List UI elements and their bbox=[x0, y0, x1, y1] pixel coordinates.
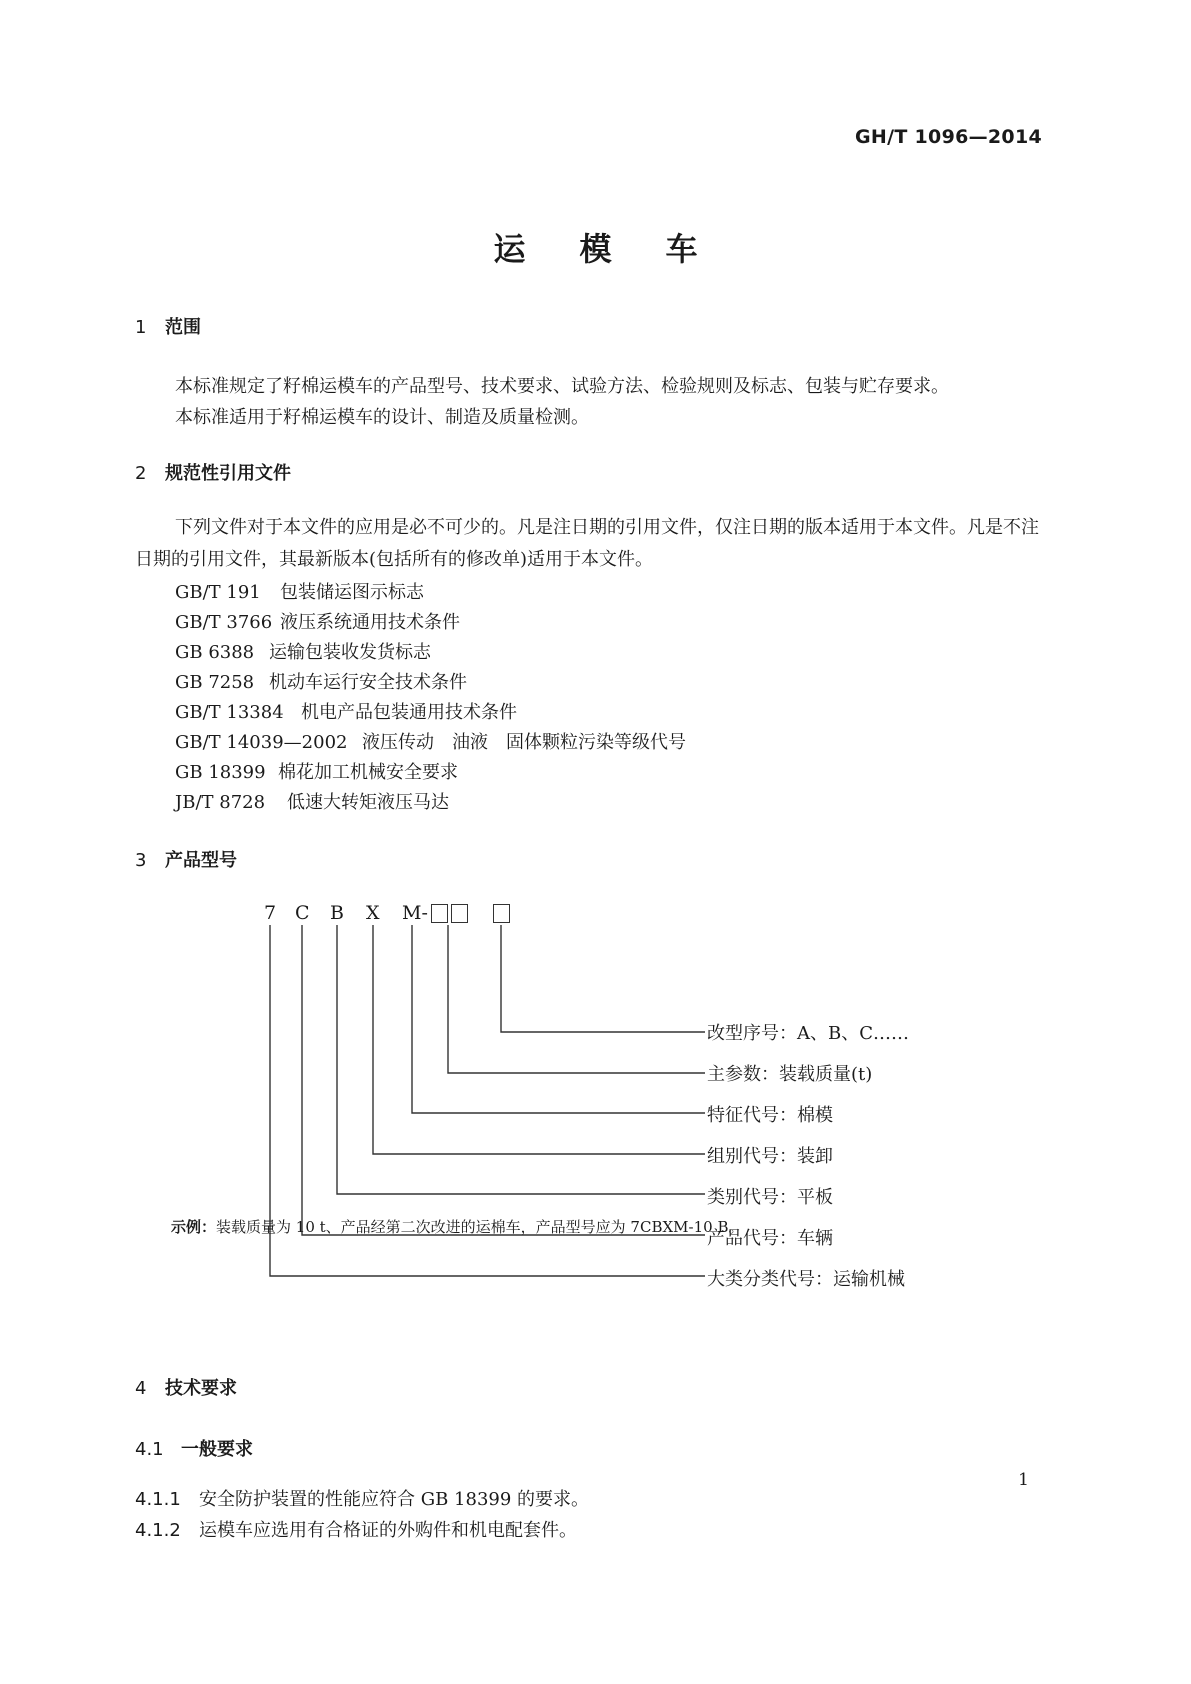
reference-code: GB 7258 bbox=[175, 672, 255, 693]
section-number: 2 bbox=[135, 463, 147, 484]
model-label: 改型序号：A、B、C…… bbox=[707, 1023, 909, 1044]
document-title: 运模车 bbox=[493, 230, 752, 268]
clause-number: 4.1.1 bbox=[135, 1489, 181, 1510]
reference-code: GB/T 14039—2002 bbox=[175, 732, 348, 753]
section-title: 范围 bbox=[165, 317, 201, 338]
example-text: 装载质量为 10 t、产品经第二次改进的运棉车，产品型号应为 7CBXM-10 B。 bbox=[216, 1218, 744, 1236]
model-label: 特征代号：棉模 bbox=[707, 1105, 833, 1126]
reference-title: 机动车运行安全技术条件 bbox=[269, 672, 467, 693]
section-title: 技术要求 bbox=[165, 1378, 237, 1399]
section-title: 产品型号 bbox=[165, 850, 237, 871]
example-note bbox=[171, 1216, 743, 1237]
clause-text: 安全防护装置的性能应符合 GB 18399 的要求。 bbox=[199, 1489, 590, 1510]
reference-title: 低速大转矩液压马达 bbox=[287, 792, 449, 813]
model-label: 产品代号：车辆 bbox=[707, 1228, 833, 1249]
model-code-c: C bbox=[295, 902, 310, 924]
reference-title: 液压系统通用技术条件 bbox=[280, 612, 460, 633]
reference-title: 运输包装收发货标志 bbox=[269, 642, 431, 663]
reference-code: GB/T 191 bbox=[175, 582, 261, 603]
section-number: 3 bbox=[135, 850, 147, 871]
clause bbox=[135, 1485, 589, 1511]
subsection-title: 一般要求 bbox=[181, 1439, 253, 1460]
section-number: 4 bbox=[135, 1378, 147, 1399]
model-code-7: 7 bbox=[264, 902, 277, 924]
example-label: 示例： bbox=[171, 1218, 217, 1236]
clause-text: 运模车应选用有合格证的外购件和机电配套件。 bbox=[199, 1520, 577, 1541]
clause bbox=[135, 1516, 577, 1542]
subsection-number: 4.1 bbox=[135, 1439, 164, 1460]
reference-code: GB 18399 bbox=[175, 762, 266, 783]
model-code-m: M- bbox=[402, 902, 428, 924]
section-4-heading bbox=[135, 1374, 237, 1400]
subsection-heading bbox=[135, 1435, 253, 1461]
reference-code: GB 6388 bbox=[175, 642, 255, 663]
reference-title: 包装储运图示标志 bbox=[280, 582, 424, 603]
paragraph: 本标准规定了籽棉运模车的产品型号、技术要求、试验方法、检验规则及标志、包装与贮存要求。 bbox=[175, 376, 949, 397]
page-number: 1 bbox=[1018, 1470, 1029, 1490]
section-title: 规范性引用文件 bbox=[165, 463, 291, 484]
standard-number: GH/T 1096—2014 bbox=[855, 126, 1042, 148]
reference-title: 棉花加工机械安全要求 bbox=[278, 762, 458, 783]
reference-code: GB/T 3766 bbox=[175, 612, 273, 633]
reference-title: 液压传动 油液 固体颗粒污染等级代号 bbox=[362, 732, 686, 753]
clause-number: 4.1.2 bbox=[135, 1520, 181, 1541]
paragraph: 下列文件对于本文件的应用是必不可少的。凡是注日期的引用文件，仅注日期的版本适用于本文件。凡是不注日期的引用文件，其最新版本(包括所有的修改单)适用于本文件。 bbox=[135, 517, 1039, 570]
model-label: 大类分类代号：运输机械 bbox=[707, 1269, 905, 1290]
model-code-b: B bbox=[330, 902, 344, 924]
model-label: 组别代号：装卸 bbox=[707, 1146, 833, 1167]
paragraph: 本标准适用于籽棉运模车的设计、制造及质量检测。 bbox=[175, 407, 589, 428]
model-label: 主参数：装载质量(t) bbox=[707, 1064, 873, 1085]
model-code-x: X bbox=[366, 902, 380, 924]
reference-code: GB/T 13384 bbox=[175, 702, 284, 723]
section-number: 1 bbox=[135, 317, 147, 338]
reference-title: 机电产品包装通用技术条件 bbox=[301, 702, 517, 723]
reference-code: JB/T 8728 bbox=[175, 792, 266, 813]
model-label: 类别代号：平板 bbox=[707, 1187, 833, 1208]
